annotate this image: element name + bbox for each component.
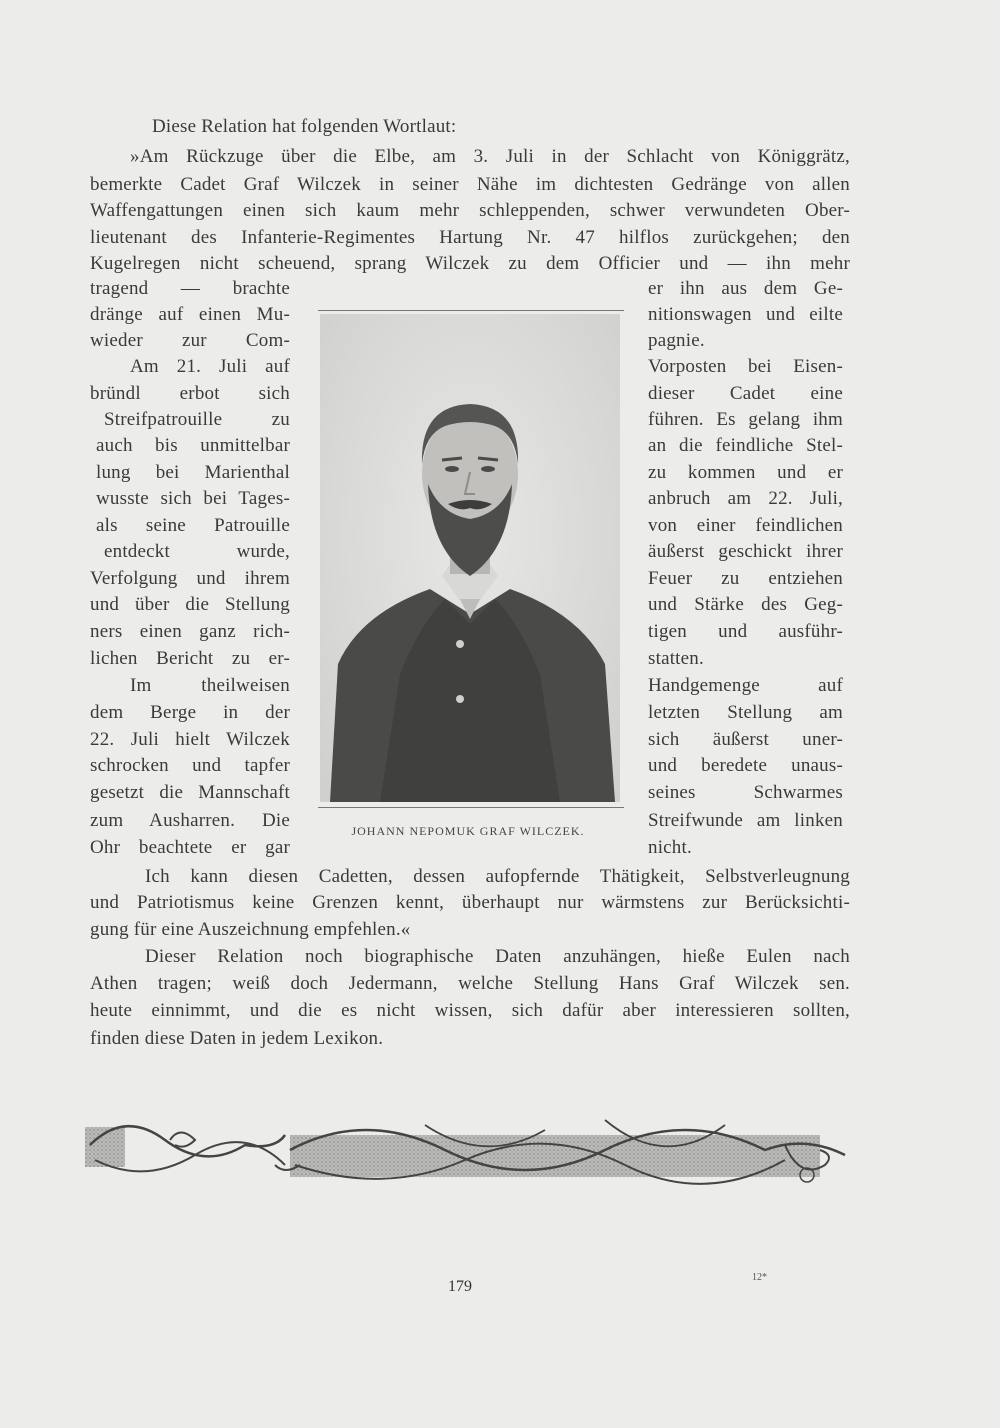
text-line: heute einnimmt, und die es nicht wissen, sich dafür aber interessieren sollten, — [90, 1000, 850, 1021]
left-column-line: Im theilweisen — [130, 675, 290, 696]
text-line: lieutenant des Infanterie-Regimentes Hartung Nr. 47 hilflos zurückgehen; den — [90, 227, 850, 248]
right-column-line: sich äußerst uner- — [648, 729, 843, 750]
left-column-line: gesetzt die Mannschaft — [90, 782, 290, 803]
right-column-line: äußerst geschickt ihrer — [648, 541, 843, 562]
photo-caption: JOHANN NEPOMUK GRAF WILCZEK. — [351, 824, 585, 838]
text-line: Dieser Relation noch biographische Daten anzuhängen, hieße Eulen nach — [145, 946, 850, 967]
text-line: Waffengattungen einen sich kaum mehr schleppenden, schwer verwundeten Ober- — [90, 200, 850, 221]
right-column-line: Feuer zu entziehen — [648, 568, 843, 589]
decorative-ornament — [85, 1105, 850, 1195]
left-column-line: wieder zur Com- — [90, 330, 290, 351]
left-column-line: dem Berge in der — [90, 702, 290, 723]
text-line: bemerkte Cadet Graf Wilczek in seiner Nähe im dichtesten Gedränge von allen — [90, 174, 850, 195]
left-column-line: dränge auf einen Mu- — [90, 304, 290, 325]
left-column-line: lung bei Marienthal — [96, 462, 290, 483]
text-line: gung für eine Auszeichnung empfehlen.« — [90, 919, 411, 940]
right-column-line: er ihn aus dem Ge- — [648, 278, 843, 299]
text-line: Kugelregen nicht scheuend, sprang Wilczek zu dem Officier und — ihn mehr — [90, 253, 850, 274]
left-column-line: wusste sich bei Tages- — [96, 488, 290, 509]
signature-mark: 12* — [752, 1272, 767, 1283]
text-line: Athen tragen; weiß doch Jedermann, welche Stellung Hans Graf Wilczek sen. — [90, 973, 850, 994]
right-column-line: von einer feindlichen — [648, 515, 843, 536]
left-column-line: und über die Stellung — [90, 594, 290, 615]
right-column-line: Handgemenge auf — [648, 675, 843, 696]
left-column-line: auch bis unmittelbar — [96, 435, 290, 456]
right-column-line: nitionswagen und eilte — [648, 304, 843, 325]
portrait-photo — [320, 314, 620, 802]
right-column-line: Streifwunde am linken — [648, 810, 843, 831]
right-column-line: führen. Es gelang ihm — [648, 409, 843, 430]
right-column-line: statten. — [648, 648, 704, 669]
left-column-line: tragend — brachte — [90, 278, 290, 299]
left-column-line: Ohr beachtete er gar — [90, 837, 290, 858]
left-column-line: ners einen ganz rich- — [90, 621, 290, 642]
right-column-line: zu kommen und er — [648, 462, 843, 483]
left-column-line: schrocken und tapfer — [90, 755, 290, 776]
right-column-line: dieser Cadet eine — [648, 383, 843, 404]
left-column-line: bründl erbot sich — [90, 383, 290, 404]
left-column-line: Verfolgung und ihrem — [90, 568, 290, 589]
text-line: und Patriotismus keine Grenzen kennt, überhaupt nur wärmstens zur Berücksichti- — [90, 892, 850, 913]
text-line: Diese Relation hat folgenden Wortlaut: — [152, 116, 457, 137]
left-column-line: entdeckt wurde, — [104, 541, 290, 562]
left-column-line: zum Ausharren. Die — [90, 810, 290, 831]
portrait-illustration — [320, 314, 620, 802]
left-column-line: 22. Juli hielt Wilczek — [90, 729, 290, 750]
right-column-line: an die feindliche Stel- — [648, 435, 843, 456]
left-column-line: lichen Bericht zu er- — [90, 648, 290, 669]
right-column-line: und Stärke des Geg- — [648, 594, 843, 615]
text-line: Ich kann diesen Cadetten, dessen aufopfernde Thätigkeit, Selbstverleugnung — [145, 866, 850, 887]
right-column-line: letzten Stellung am — [648, 702, 843, 723]
right-column-line: anbruch am 22. Juli, — [648, 488, 843, 509]
right-column-line: nicht. — [648, 837, 692, 858]
left-column-line: Am 21. Juli auf — [130, 356, 290, 377]
right-column-line: seines Schwarmes — [648, 782, 843, 803]
right-column-line: und beredete unaus- — [648, 755, 843, 776]
left-column-line: Streifpatrouille zu — [104, 409, 290, 430]
text-line: finden diese Daten in jedem Lexikon. — [90, 1028, 384, 1049]
right-column-line: pagnie. — [648, 330, 705, 351]
left-column-line: als seine Patrouille — [96, 515, 290, 536]
text-line: »Am Rückzuge über die Elbe, am 3. Juli in der Schlacht von Königgrätz, — [130, 146, 850, 167]
right-column-line: Vorposten bei Eisen- — [648, 356, 843, 377]
page-number: 179 — [448, 1278, 472, 1295]
right-column-line: tigen und ausführ- — [648, 621, 843, 642]
